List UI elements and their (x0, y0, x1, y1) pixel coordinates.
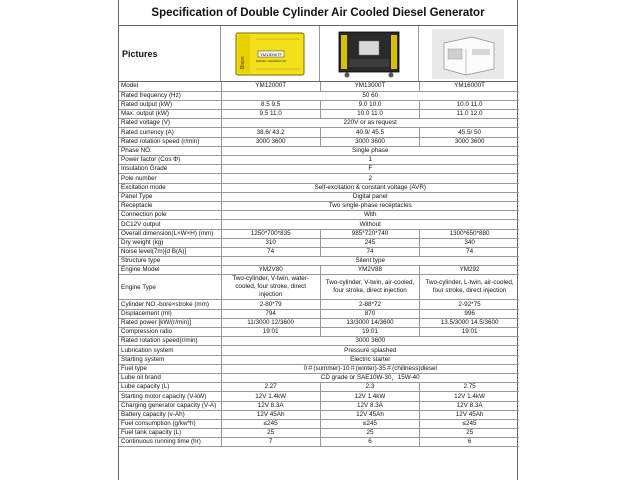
spec-value: 10.0 11.0 (420, 100, 519, 109)
spec-value: 8.5 9.5 (221, 100, 320, 109)
spec-value: YM13000T (320, 82, 419, 91)
spec-label: Connection pole (119, 211, 221, 220)
spec-value: Silent type (221, 257, 519, 266)
spec-label: Rated rotation speed(r/min) (119, 337, 221, 346)
table-row (119, 401, 519, 410)
table-row (119, 91, 519, 100)
spec-label: Compression ratio (119, 328, 221, 337)
spec-label: Dry weight (kg) (119, 238, 221, 247)
spec-value: 0＃(summer)-10＃(winter)-35＃(chillness)diesel (221, 364, 519, 373)
table-row (119, 328, 519, 337)
spec-label: Panel Type (119, 192, 221, 201)
spec-value: 11.0 12.0 (420, 110, 519, 119)
table-row (119, 211, 519, 220)
table-row (119, 100, 519, 109)
spec-label: Lube capacity (L) (119, 383, 221, 392)
table-row (119, 82, 519, 91)
table-row (119, 137, 519, 146)
table-row (119, 201, 519, 210)
table-row (119, 392, 519, 401)
table-row (119, 247, 519, 256)
brand-text: Bison (240, 55, 246, 69)
spec-value: 1250*700*835 (221, 229, 320, 238)
spec-value: 74 (420, 247, 519, 256)
spec-value: 2.75 (420, 383, 519, 392)
spec-value: 794 (221, 309, 320, 318)
table-row (119, 183, 519, 192)
spec-label: Receptacle (119, 201, 221, 210)
spec-value: 13/3000 14/3600 (320, 318, 419, 327)
spec-value: 11/3000 12/3600 (221, 318, 320, 327)
table-row (119, 257, 519, 266)
spec-value: Digital panel (221, 192, 519, 201)
spec-value: Two single-phase receptacles (221, 201, 519, 210)
table-row (119, 346, 519, 355)
spec-value: 12V 8.3A (221, 401, 320, 410)
table-row (119, 309, 519, 318)
spec-value: 985*720*740 (320, 229, 419, 238)
spec-value: 6 (420, 438, 519, 447)
spec-value: 3000 3600 (320, 137, 419, 146)
spec-label: Noise level(7m)[d B(A)] (119, 247, 221, 256)
spec-value: 3000 3600 (221, 337, 519, 346)
spec-value: 12V 45Ah (221, 410, 320, 419)
spec-label: Cylinder NO.-bore×stroke (mm) (119, 300, 221, 309)
page-title: Specification of Double Cylinder Air Cooled Diesel Generator (119, 0, 517, 26)
spec-label: Battery capacity (v-Ah) (119, 410, 221, 419)
spec-value: ≤245 (320, 419, 419, 428)
spec-label: Lube oil brand (119, 373, 221, 382)
spec-value: YM12000T (221, 82, 320, 91)
spec-value: 245 (320, 238, 419, 247)
spec-value: 1300*650*880 (420, 229, 519, 238)
spec-label: Model (119, 82, 221, 91)
spec-sheet (118, 0, 518, 480)
table-row (119, 229, 519, 238)
spec-label: Structure type (119, 257, 221, 266)
spec-value: F (221, 165, 519, 174)
spec-value: 9.0 10.0 (320, 100, 419, 109)
spec-value: 45.5/ 50 (420, 128, 519, 137)
spec-value: Pressure splashed (221, 346, 519, 355)
spec-value: 6 (320, 438, 419, 447)
pictures-label: Pictures (119, 26, 221, 81)
spec-value: 1 (221, 156, 519, 165)
table-row (119, 355, 519, 364)
spec-value: 19:01 (221, 328, 320, 337)
spec-value: 19:01 (420, 328, 519, 337)
table-row (119, 128, 519, 137)
table-row (119, 410, 519, 419)
table-row (119, 337, 519, 346)
spec-label: Overall dimension(L×W×H) (mm) (119, 229, 221, 238)
spec-label: Fuel type (119, 364, 221, 373)
spec-value: 2-80*79 (221, 300, 320, 309)
spec-value: 25 (420, 429, 519, 438)
table-row (119, 238, 519, 247)
spec-value: 50 60 (221, 91, 519, 100)
table-row (119, 318, 519, 327)
spec-value: 12V 8.3A (320, 401, 419, 410)
spec-value: CD grade or SAE10W-30，15W-40 (221, 373, 519, 382)
spec-value: 7 (221, 438, 320, 447)
spec-label: Power factor (Cos Φ) (119, 156, 221, 165)
spec-value: Two-cylinder, V-twin, water-cooled, four stroke, direct injection (221, 275, 320, 300)
model-plate-text: YM13000TF (259, 51, 283, 57)
spec-value: YM2V80 (221, 266, 320, 275)
spec-value: 12V 45Ah (420, 410, 519, 419)
table-row (119, 165, 519, 174)
spec-value: 3000 3600 (221, 137, 320, 146)
spec-value: YM2V88 (320, 266, 419, 275)
spec-value: 12V 45Ah (320, 410, 419, 419)
spec-label: DC12V output (119, 220, 221, 229)
spec-value: 25 (221, 429, 320, 438)
spec-value: 38.6/ 43.2 (221, 128, 320, 137)
table-row (119, 156, 519, 165)
spec-value: 12V 1.4kW (221, 392, 320, 401)
spec-value: 2-92*75 (420, 300, 519, 309)
spec-value: 2.3 (320, 383, 419, 392)
spec-value: 19:01 (320, 328, 419, 337)
spec-value: ≤245 (420, 419, 519, 428)
table-row (119, 429, 519, 438)
black-generator-image (333, 29, 405, 79)
spec-value: 10.0 11.0 (320, 110, 419, 119)
white-generator-image (432, 29, 504, 79)
spec-value: 74 (320, 247, 419, 256)
spec-value: Single phase (221, 146, 519, 155)
spec-label: Starting motor capacity (V-kW) (119, 392, 221, 401)
table-row (119, 174, 519, 183)
spec-value: 3000 3600 (420, 137, 519, 146)
table-row (119, 266, 519, 275)
spec-value: 2 (221, 174, 519, 183)
spec-label: Pole number (119, 174, 221, 183)
table-row (119, 119, 519, 128)
spec-value: 9.5 11.0 (221, 110, 320, 119)
table-row (119, 438, 519, 447)
spec-label: Rated output (kW) (119, 100, 221, 109)
spec-label: Engine Type (119, 275, 221, 300)
spec-value: Two-cylinder, V-twin, air-cooled, four stroke, direct injection (320, 275, 419, 300)
spec-value: 2.27 (221, 383, 320, 392)
spec-value: YM16000T (420, 82, 519, 91)
spec-label: Rated frequency (Hz) (119, 91, 221, 100)
spec-label: Fuel consumption (g/kw*h) (119, 419, 221, 428)
spec-label: Rated rotation speed (r/min) (119, 137, 221, 146)
table-row (119, 364, 519, 373)
table-row (119, 373, 519, 382)
spec-value: 870 (320, 309, 419, 318)
spec-label: Fuel tank capacity (L) (119, 429, 221, 438)
pictures-row (119, 26, 517, 82)
spec-value: Two-cylinder, L-twin, air-cooled, four stroke, direct injection (420, 275, 519, 300)
plate-subtext: DIESEL GENERATOR (255, 58, 287, 63)
spec-value: 340 (420, 238, 519, 247)
spec-value: Self-excitation & constant voltage (AVR) (221, 183, 519, 192)
spec-label: Continuous running time (hr) (119, 438, 221, 447)
spec-value: With (221, 211, 519, 220)
spec-label: Rated voltage (V) (119, 119, 221, 128)
table-row (119, 300, 519, 309)
table-row (119, 110, 519, 119)
spec-label: Rated power [kW/(r/min)] (119, 318, 221, 327)
spec-value: 12V 1.4kW (320, 392, 419, 401)
spec-value: 220V or as request (221, 119, 519, 128)
spec-value: Electric starter (221, 355, 519, 364)
spec-label: Phase NO. (119, 146, 221, 155)
table-row (119, 220, 519, 229)
picture-ym13000t (320, 26, 419, 81)
spec-value: 310 (221, 238, 320, 247)
spec-label: Engine Model (119, 266, 221, 275)
spec-label: Lubrication system (119, 346, 221, 355)
spec-label: Insulation Grade (119, 165, 221, 174)
table-row (119, 419, 519, 428)
spec-value: 2-88*72 (320, 300, 419, 309)
spec-table (119, 82, 519, 447)
spec-value: Without (221, 220, 519, 229)
spec-value: 12V 8.3A (420, 401, 519, 410)
spec-value: 40.9/ 45.5 (320, 128, 419, 137)
picture-ym12000t (221, 26, 320, 81)
table-row (119, 275, 519, 300)
spec-value: 996 (420, 309, 519, 318)
table-row (119, 146, 519, 155)
spec-label: Max. output (kW) (119, 110, 221, 119)
spec-label: Rated currency (A) (119, 128, 221, 137)
picture-ym16000t (419, 26, 517, 81)
spec-value: 12V 1.4kW (420, 392, 519, 401)
spec-label: Excitation mode (119, 183, 221, 192)
spec-value: YM292 (420, 266, 519, 275)
table-row (119, 192, 519, 201)
spec-value: 74 (221, 247, 320, 256)
spec-value: 13.5/3000 14.5/3600 (420, 318, 519, 327)
spec-label: Displacement (ml) (119, 309, 221, 318)
spec-label: Charging generator capacity (V-A) (119, 401, 221, 410)
spec-value: 25 (320, 429, 419, 438)
yellow-generator-image (234, 29, 306, 79)
spec-value: ≤245 (221, 419, 320, 428)
table-row (119, 383, 519, 392)
spec-label: Starting system (119, 355, 221, 364)
